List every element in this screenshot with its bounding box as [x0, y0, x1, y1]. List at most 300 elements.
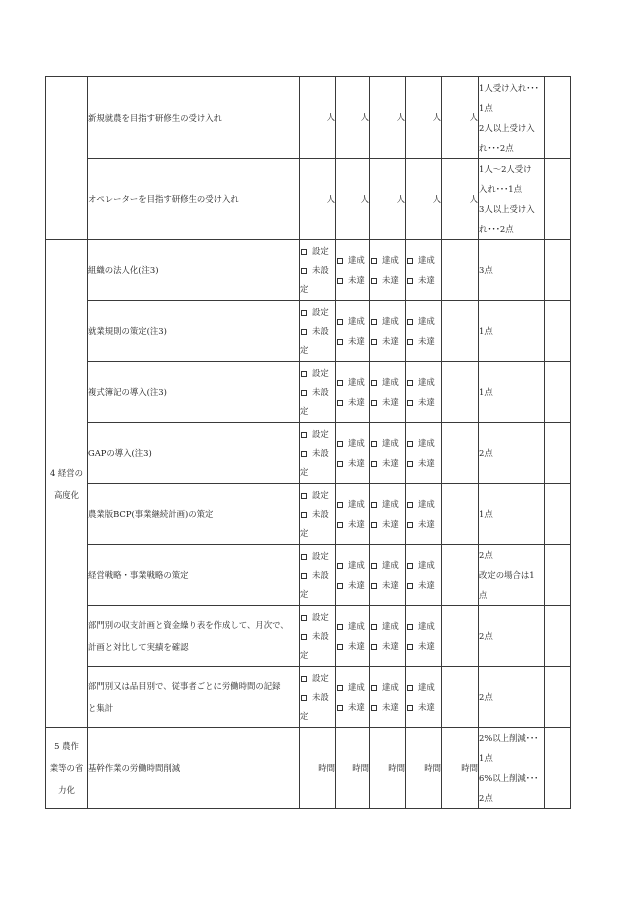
checkbox-icon[interactable] — [337, 685, 343, 691]
table-row — [46, 667, 571, 728]
value-cell[interactable] — [336, 240, 370, 301]
checkbox-icon[interactable] — [407, 319, 413, 325]
not-achieved-label: 未達 — [382, 336, 399, 346]
checkbox-icon[interactable] — [407, 502, 413, 508]
value-cell[interactable] — [406, 484, 442, 545]
checkbox-icon[interactable] — [337, 644, 343, 650]
not-achieved-label: 未達 — [418, 580, 435, 590]
checkbox-icon[interactable] — [371, 644, 377, 650]
checkbox-icon[interactable] — [301, 512, 307, 518]
item-cell — [88, 362, 300, 423]
not-achieved-option[interactable] — [370, 453, 405, 473]
category-label: 高度化 — [53, 489, 80, 500]
table-row — [46, 606, 571, 667]
value-cell[interactable] — [336, 362, 370, 423]
checkbox-icon[interactable] — [301, 554, 307, 560]
points-label: 3人以上受け入 — [479, 204, 535, 214]
checkbox-icon[interactable] — [301, 451, 307, 457]
checkbox-icon[interactable] — [407, 400, 413, 406]
value-cell[interactable] — [370, 301, 406, 362]
achieved-option[interactable] — [406, 250, 441, 270]
checkbox-icon[interactable] — [337, 400, 343, 406]
points-label: 2点 — [479, 692, 493, 702]
value-cell[interactable] — [300, 362, 336, 423]
achieved-label: 達成 — [348, 438, 365, 448]
table-row — [46, 545, 571, 606]
value-cell[interactable]: 人 — [370, 159, 406, 240]
category-label: 4 経営の — [49, 467, 84, 478]
checkbox-icon[interactable] — [337, 563, 343, 569]
checkbox-icon[interactable] — [301, 268, 307, 274]
value-cell[interactable]: 人 — [300, 77, 336, 159]
item-label: GAPの導入(注3) — [88, 448, 152, 458]
score-input-cell[interactable] — [545, 606, 571, 667]
achieved-option[interactable] — [370, 616, 405, 636]
not-achieved-option[interactable] — [370, 392, 405, 412]
not-achieved-label: 未達 — [348, 336, 365, 346]
value-cell[interactable] — [406, 545, 442, 606]
unset-label-cont: 定 — [300, 588, 309, 599]
value-cell[interactable]: 人 — [406, 77, 442, 159]
checkbox-icon[interactable] — [301, 573, 307, 579]
checkbox-icon[interactable] — [371, 339, 377, 345]
value-cell-empty — [442, 545, 479, 606]
item-label: オペレーターを目指す研修生の受け入れ — [88, 194, 239, 204]
item-cell — [88, 484, 300, 545]
checkbox-icon[interactable] — [301, 432, 307, 438]
checkbox-icon[interactable] — [337, 339, 343, 345]
unset-label: 未設 — [312, 508, 329, 519]
set-option[interactable] — [300, 669, 335, 688]
not-achieved-option[interactable] — [406, 636, 441, 656]
value-cell-empty — [442, 423, 479, 484]
value-cell[interactable]: 人 — [336, 159, 370, 240]
checkbox-icon[interactable] — [371, 522, 377, 528]
not-achieved-label: 未達 — [348, 397, 365, 407]
checkbox-icon[interactable] — [301, 249, 307, 255]
points-label: 2点 — [479, 793, 493, 803]
not-achieved-option[interactable] — [370, 514, 405, 534]
not-achieved-label: 未達 — [382, 275, 399, 285]
not-achieved-label: 未達 — [418, 458, 435, 468]
unset-label-cont: 定 — [300, 527, 309, 538]
value-cell[interactable]: 時間 — [406, 728, 442, 809]
value-cell[interactable]: 人 — [300, 159, 336, 240]
points-cell — [479, 423, 545, 484]
checkbox-icon[interactable] — [371, 400, 377, 406]
set-label: 設定 — [312, 489, 329, 500]
achieved-label: 達成 — [382, 499, 399, 509]
not-achieved-option[interactable] — [336, 697, 369, 717]
not-achieved-option[interactable] — [370, 270, 405, 290]
not-achieved-label: 未達 — [418, 641, 435, 651]
score-input-cell[interactable] — [545, 77, 571, 159]
category-cell-labor-saving — [46, 728, 88, 809]
achieved-option[interactable] — [336, 372, 369, 392]
not-achieved-option[interactable] — [406, 392, 441, 412]
set-option[interactable] — [300, 425, 335, 444]
points-label: 2点 — [479, 448, 493, 458]
item-label: 計画と対比して実績を確認 — [88, 642, 189, 652]
points-cell — [479, 301, 545, 362]
set-label: 設定 — [312, 306, 329, 317]
table-row — [46, 423, 571, 484]
achieved-option[interactable] — [406, 311, 441, 331]
value-cell[interactable] — [300, 240, 336, 301]
value-cell[interactable]: 時間 — [300, 728, 336, 809]
points-label: 1点 — [479, 509, 493, 519]
item-label: 複式簿記の導入(注3) — [88, 387, 167, 397]
category-cell-management — [46, 240, 88, 728]
not-achieved-label: 未達 — [418, 336, 435, 346]
value-cell[interactable] — [406, 240, 442, 301]
points-label: 2%以上削減･･･ — [479, 733, 539, 743]
achieved-label: 達成 — [382, 255, 399, 265]
table-row — [46, 159, 571, 240]
table-row — [46, 240, 571, 301]
checkbox-icon[interactable] — [337, 319, 343, 325]
achieved-label: 達成 — [382, 377, 399, 387]
not-achieved-option[interactable] — [336, 392, 369, 412]
unset-option[interactable] — [300, 688, 335, 707]
checkbox-icon[interactable] — [301, 329, 307, 335]
set-option[interactable] — [300, 364, 335, 383]
not-achieved-label: 未達 — [382, 580, 399, 590]
unset-option[interactable] — [300, 444, 335, 463]
achieved-option[interactable] — [406, 616, 441, 636]
not-achieved-option[interactable] — [336, 636, 369, 656]
achieved-label: 達成 — [418, 499, 435, 509]
checkbox-icon[interactable] — [407, 339, 413, 345]
score-input-cell[interactable] — [545, 301, 571, 362]
checkbox-icon[interactable] — [337, 278, 343, 284]
checkbox-icon[interactable] — [371, 441, 377, 447]
value-cell[interactable]: 人 — [442, 159, 479, 240]
value-cell-empty — [442, 362, 479, 423]
not-achieved-option[interactable] — [406, 575, 441, 595]
achieved-option[interactable] — [336, 555, 369, 575]
achieved-label: 達成 — [348, 255, 365, 265]
set-option[interactable] — [300, 547, 335, 566]
achieved-option[interactable] — [336, 616, 369, 636]
set-label: 設定 — [312, 672, 329, 683]
not-achieved-option[interactable] — [336, 575, 369, 595]
checkbox-icon[interactable] — [301, 310, 307, 316]
unset-label: 未設 — [312, 264, 329, 275]
checkbox-icon[interactable] — [371, 461, 377, 467]
not-achieved-label: 未達 — [348, 519, 365, 529]
value-cell-empty — [442, 240, 479, 301]
checkbox-icon[interactable] — [407, 461, 413, 467]
unset-label: 未設 — [312, 569, 329, 580]
not-achieved-label: 未達 — [418, 519, 435, 529]
checkbox-icon[interactable] — [407, 522, 413, 528]
checkbox-icon[interactable] — [407, 644, 413, 650]
table-row — [46, 362, 571, 423]
achieved-label: 達成 — [382, 316, 399, 326]
not-achieved-label: 未達 — [382, 702, 399, 712]
unset-option[interactable] — [300, 383, 335, 402]
points-label: 入れ･･･1点 — [479, 184, 523, 194]
value-cell[interactable] — [406, 423, 442, 484]
checkbox-icon[interactable] — [407, 441, 413, 447]
unset-option[interactable] — [300, 505, 335, 524]
checkbox-icon[interactable] — [301, 634, 307, 640]
achieved-option[interactable] — [336, 494, 369, 514]
not-achieved-option[interactable] — [336, 331, 369, 351]
not-achieved-label: 未達 — [382, 397, 399, 407]
value-cell[interactable]: 人 — [442, 77, 479, 159]
checkbox-icon[interactable] — [337, 380, 343, 386]
achieved-option[interactable] — [370, 433, 405, 453]
item-label: 組織の法人化(注3) — [88, 265, 159, 275]
unset-label-cont: 定 — [300, 710, 309, 721]
value-cell[interactable]: 人 — [406, 159, 442, 240]
achieved-label: 達成 — [348, 560, 365, 570]
achieved-option[interactable] — [370, 677, 405, 697]
unset-label: 未設 — [312, 325, 329, 336]
achieved-option[interactable] — [370, 555, 405, 575]
checkbox-icon[interactable] — [337, 624, 343, 630]
not-achieved-option[interactable] — [406, 453, 441, 473]
unset-label-cont: 定 — [300, 344, 309, 355]
set-option[interactable] — [300, 486, 335, 505]
value-cell[interactable] — [336, 606, 370, 667]
checkbox-icon[interactable] — [337, 258, 343, 264]
achieved-option[interactable] — [370, 494, 405, 514]
set-label: 設定 — [312, 367, 329, 378]
checkbox-icon[interactable] — [371, 319, 377, 325]
checkbox-icon[interactable] — [301, 676, 307, 682]
checkbox-icon[interactable] — [371, 583, 377, 589]
achieved-option[interactable] — [370, 372, 405, 392]
points-cell — [479, 77, 545, 159]
not-achieved-option[interactable] — [336, 270, 369, 290]
item-label: 部門別の収支計画と資金繰り表を作成して、月次で、 — [88, 620, 289, 630]
item-cell — [88, 159, 300, 240]
achieved-label: 達成 — [348, 499, 365, 509]
value-cell[interactable] — [370, 667, 406, 728]
value-cell[interactable] — [370, 606, 406, 667]
category-label: 5 農作 — [54, 741, 79, 751]
unset-label-cont: 定 — [300, 466, 309, 477]
value-cell[interactable]: 人 — [336, 77, 370, 159]
item-cell — [88, 423, 300, 484]
value-cell[interactable] — [406, 362, 442, 423]
table-row — [46, 728, 571, 809]
points-label: 1点 — [479, 387, 493, 397]
achieved-label: 達成 — [418, 621, 435, 631]
set-option[interactable] — [300, 242, 335, 261]
score-input-cell[interactable] — [545, 728, 571, 809]
achieved-option[interactable] — [336, 250, 369, 270]
set-option[interactable] — [300, 608, 335, 627]
achieved-option[interactable] — [406, 677, 441, 697]
achieved-label: 達成 — [418, 560, 435, 570]
points-cell — [479, 667, 545, 728]
points-label: 1人～2人受け — [479, 164, 532, 174]
not-achieved-label: 未達 — [382, 519, 399, 529]
points-label: 点 — [479, 590, 488, 600]
checkbox-icon[interactable] — [337, 461, 343, 467]
value-cell[interactable] — [406, 667, 442, 728]
checkbox-icon[interactable] — [407, 685, 413, 691]
achieved-label: 達成 — [348, 621, 365, 631]
points-label: 1人受け入れ･･･ — [479, 82, 539, 93]
unset-option[interactable] — [300, 627, 335, 646]
achieved-option[interactable] — [336, 677, 369, 697]
checkbox-icon[interactable] — [407, 705, 413, 711]
checkbox-icon[interactable] — [301, 390, 307, 396]
value-cell[interactable] — [336, 545, 370, 606]
unset-label: 未設 — [312, 691, 329, 702]
value-cell[interactable] — [336, 423, 370, 484]
checkbox-icon[interactable] — [371, 502, 377, 508]
not-achieved-option[interactable] — [406, 697, 441, 717]
checkbox-icon[interactable] — [371, 705, 377, 711]
item-label: 就業規則の策定(注3) — [88, 326, 167, 336]
value-cell[interactable] — [300, 484, 336, 545]
checkbox-icon[interactable] — [337, 583, 343, 589]
value-cell-empty — [442, 606, 479, 667]
value-cell[interactable]: 時間 — [370, 728, 406, 809]
checkbox-icon[interactable] — [371, 258, 377, 264]
not-achieved-label: 未達 — [348, 580, 365, 590]
checkbox-icon[interactable] — [371, 685, 377, 691]
achieved-label: 達成 — [348, 377, 365, 387]
achieved-option[interactable] — [336, 433, 369, 453]
achieved-option[interactable] — [370, 250, 405, 270]
checkbox-icon[interactable] — [301, 695, 307, 701]
checkbox-icon[interactable] — [337, 502, 343, 508]
checkbox-icon[interactable] — [337, 705, 343, 711]
set-label: 設定 — [312, 611, 329, 622]
unset-label: 未設 — [312, 386, 329, 397]
checkbox-icon[interactable] — [371, 278, 377, 284]
score-input-cell[interactable] — [545, 667, 571, 728]
unset-option[interactable] — [300, 322, 335, 341]
value-cell[interactable] — [406, 606, 442, 667]
checkbox-icon[interactable] — [301, 615, 307, 621]
checkbox-icon[interactable] — [371, 380, 377, 386]
unset-option[interactable] — [300, 566, 335, 585]
value-cell[interactable] — [336, 484, 370, 545]
points-cell — [479, 606, 545, 667]
checkbox-icon[interactable] — [407, 258, 413, 264]
achieved-label: 達成 — [418, 255, 435, 265]
achieved-option[interactable] — [406, 555, 441, 575]
score-input-cell[interactable] — [545, 362, 571, 423]
value-cell[interactable] — [370, 484, 406, 545]
checkbox-icon[interactable] — [337, 441, 343, 447]
value-cell[interactable] — [300, 545, 336, 606]
not-achieved-option[interactable] — [336, 514, 369, 534]
not-achieved-option[interactable] — [406, 270, 441, 290]
value-cell[interactable] — [370, 240, 406, 301]
not-achieved-option[interactable] — [370, 575, 405, 595]
achieved-label: 達成 — [382, 560, 399, 570]
points-label: 3点 — [479, 265, 493, 275]
category-label: 業等の省 — [49, 763, 84, 773]
value-cell[interactable] — [370, 545, 406, 606]
value-cell[interactable] — [300, 423, 336, 484]
points-cell — [479, 240, 545, 301]
item-label: 部門別又は品目別で、従事者ごとに労働時間の記録 — [88, 681, 281, 691]
achieved-label: 達成 — [382, 438, 399, 448]
checkbox-icon[interactable] — [337, 522, 343, 528]
unset-option[interactable] — [300, 261, 335, 280]
checkbox-icon[interactable] — [301, 371, 307, 377]
checkbox-icon[interactable] — [407, 583, 413, 589]
score-input-cell[interactable] — [545, 423, 571, 484]
points-label: 改定の場合は1 — [479, 570, 535, 580]
points-label: 2人以上受け入 — [479, 122, 535, 133]
checkbox-icon[interactable] — [407, 563, 413, 569]
value-cell[interactable] — [300, 301, 336, 362]
value-cell-empty — [442, 301, 479, 362]
not-achieved-option[interactable] — [370, 636, 405, 656]
not-achieved-label: 未達 — [348, 702, 365, 712]
checkbox-icon[interactable] — [407, 624, 413, 630]
value-cell[interactable] — [370, 362, 406, 423]
value-cell[interactable] — [300, 606, 336, 667]
item-label: と集計 — [88, 703, 114, 713]
set-label: 設定 — [312, 245, 329, 256]
not-achieved-option[interactable] — [336, 453, 369, 473]
value-cell[interactable]: 時間 — [336, 728, 370, 809]
value-cell[interactable] — [336, 301, 370, 362]
achieved-option[interactable] — [406, 433, 441, 453]
score-input-cell[interactable] — [545, 240, 571, 301]
achieved-option[interactable] — [406, 372, 441, 392]
achieved-option[interactable] — [406, 494, 441, 514]
value-cell[interactable]: 人 — [370, 77, 406, 159]
checkbox-icon[interactable] — [371, 563, 377, 569]
points-cell — [479, 362, 545, 423]
table-row — [46, 77, 571, 159]
set-option[interactable] — [300, 303, 335, 322]
checkbox-icon[interactable] — [407, 278, 413, 284]
value-cell[interactable]: 時間 — [442, 728, 479, 809]
set-label: 設定 — [312, 428, 329, 439]
checkbox-icon[interactable] — [371, 624, 377, 630]
not-achieved-option[interactable] — [370, 697, 405, 717]
not-achieved-label: 未達 — [418, 275, 435, 285]
achieved-label: 達成 — [418, 682, 435, 692]
achieved-option[interactable] — [336, 311, 369, 331]
not-achieved-option[interactable] — [406, 331, 441, 351]
score-input-cell[interactable] — [545, 484, 571, 545]
achieved-label: 達成 — [382, 621, 399, 631]
value-cell[interactable] — [370, 423, 406, 484]
achieved-label: 達成 — [382, 682, 399, 692]
value-cell[interactable] — [406, 301, 442, 362]
checkbox-icon[interactable] — [301, 493, 307, 499]
category-cell-empty — [46, 77, 88, 240]
not-achieved-option[interactable] — [406, 514, 441, 534]
achieved-label: 達成 — [418, 438, 435, 448]
value-cell-empty — [442, 667, 479, 728]
score-input-cell[interactable] — [545, 159, 571, 240]
achieved-option[interactable] — [370, 311, 405, 331]
points-label: れ･･･2点 — [479, 224, 514, 234]
value-cell[interactable] — [336, 667, 370, 728]
not-achieved-option[interactable] — [370, 331, 405, 351]
checkbox-icon[interactable] — [407, 380, 413, 386]
achieved-label: 達成 — [418, 316, 435, 326]
value-cell[interactable] — [300, 667, 336, 728]
score-input-cell[interactable] — [545, 545, 571, 606]
